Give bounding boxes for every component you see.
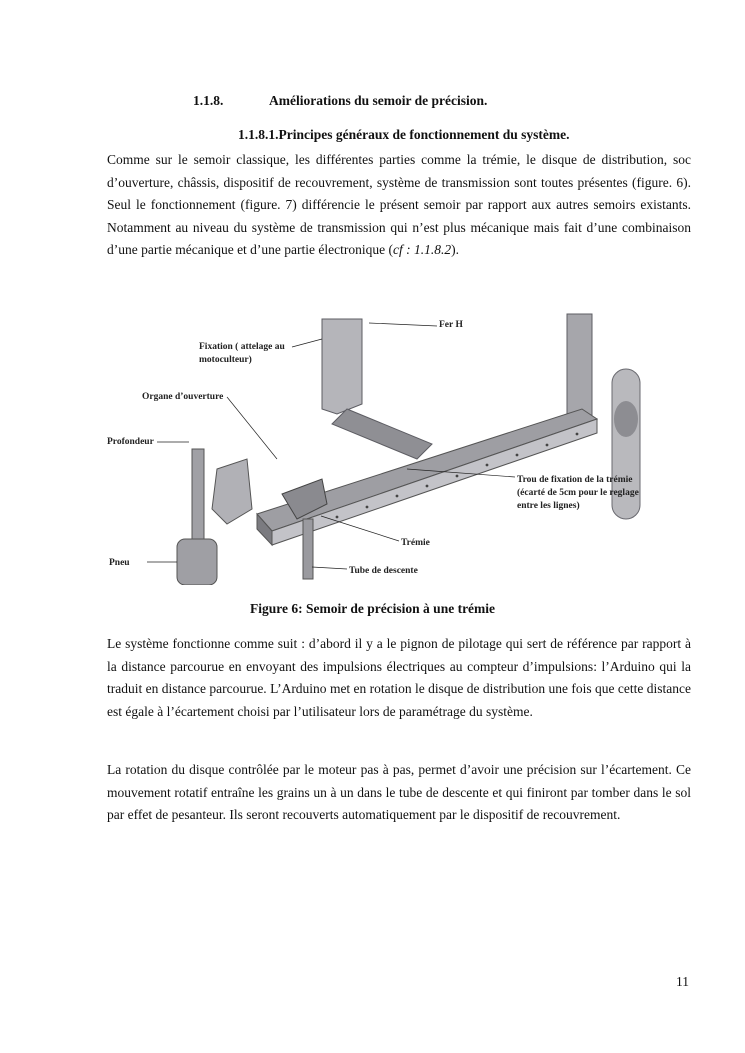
paragraph-intro-text: Comme sur le semoir classique, les différentes parties comme la trémie, le disque de distribution, soc d’ouverture, châssis, dispositif de recouvrement, système de transmission sont toutes présentes (figure. 6). Seul le fonctionnement (figure. 7) différencie le présent semoir par rapport aux autres semoirs existants. Notamment au niveau du système de transmission qui n’est plus mécanique mais fait d’une combinaison d’une partie mécanique et d’une partie électronique ( bbox=[107, 152, 691, 258]
depth-post bbox=[192, 449, 204, 539]
descent-tube bbox=[303, 519, 313, 579]
front-wheel bbox=[177, 539, 217, 585]
label-tremie: Trémie bbox=[401, 538, 430, 548]
frame-left-arm bbox=[322, 319, 362, 414]
section-title: Améliorations du semoir de précision. bbox=[269, 93, 488, 108]
label-organe: Organe d’ouverture bbox=[142, 392, 224, 402]
label-pneu: Pneu bbox=[109, 558, 130, 568]
label-tube: Tube de descente bbox=[349, 566, 418, 576]
label-fer-h: Fer H bbox=[439, 320, 463, 330]
section-heading bbox=[193, 93, 487, 109]
label-fixation-1: Fixation ( attelage au bbox=[199, 342, 285, 352]
section-number: 1.1.8. bbox=[193, 93, 224, 108]
paragraph-rotation: La rotation du disque contrôlée par le moteur pas à pas, permet d’avoir une précision sur l’écartement. Ce mouvement rotatif entraîne les grains un à un dans le tube de descente et qui finiront par tomber dans le sol par effet de pesanteur. Ils seront recouverts automatiquement par le dispositif de recouvrement. bbox=[107, 762, 691, 823]
cross-reference: cf : 1.1.8.2 bbox=[393, 242, 452, 258]
label-trou-3: entre les lignes) bbox=[517, 501, 580, 511]
figure-caption: Figure 6: Semoir de précision à une trémie bbox=[249, 601, 496, 616]
paragraph-intro bbox=[107, 149, 691, 262]
page-number: 11 bbox=[676, 974, 689, 989]
paragraph-intro-end: ). bbox=[451, 242, 459, 258]
label-trou-2: (écarté de 5cm pour le reglage bbox=[517, 488, 639, 498]
subsection-heading: 1.1.8.1.Principes généraux de fonctionnement du système. bbox=[238, 127, 570, 142]
label-profondeur: Profondeur bbox=[107, 437, 154, 447]
label-fixation-2: motoculteur) bbox=[199, 355, 252, 365]
label-trou-1: Trou de fixation de la trémie bbox=[517, 475, 633, 485]
paragraph-operation: Le système fonctionne comme suit : d’abord il y a le pignon de pilotage qui sert de référence par rapport à la distance parcourue en envoyant des impulsions électriques au compteur d’impulsions: l’Arduino qui la traduit en distance parcourue. L’Arduino met en rotation le disque de distribution une fois que cette distance est égale à l’écartement choisi par l’utilisateur lors de paramétrage du système. bbox=[107, 636, 691, 719]
seeder-figure bbox=[107, 309, 647, 585]
